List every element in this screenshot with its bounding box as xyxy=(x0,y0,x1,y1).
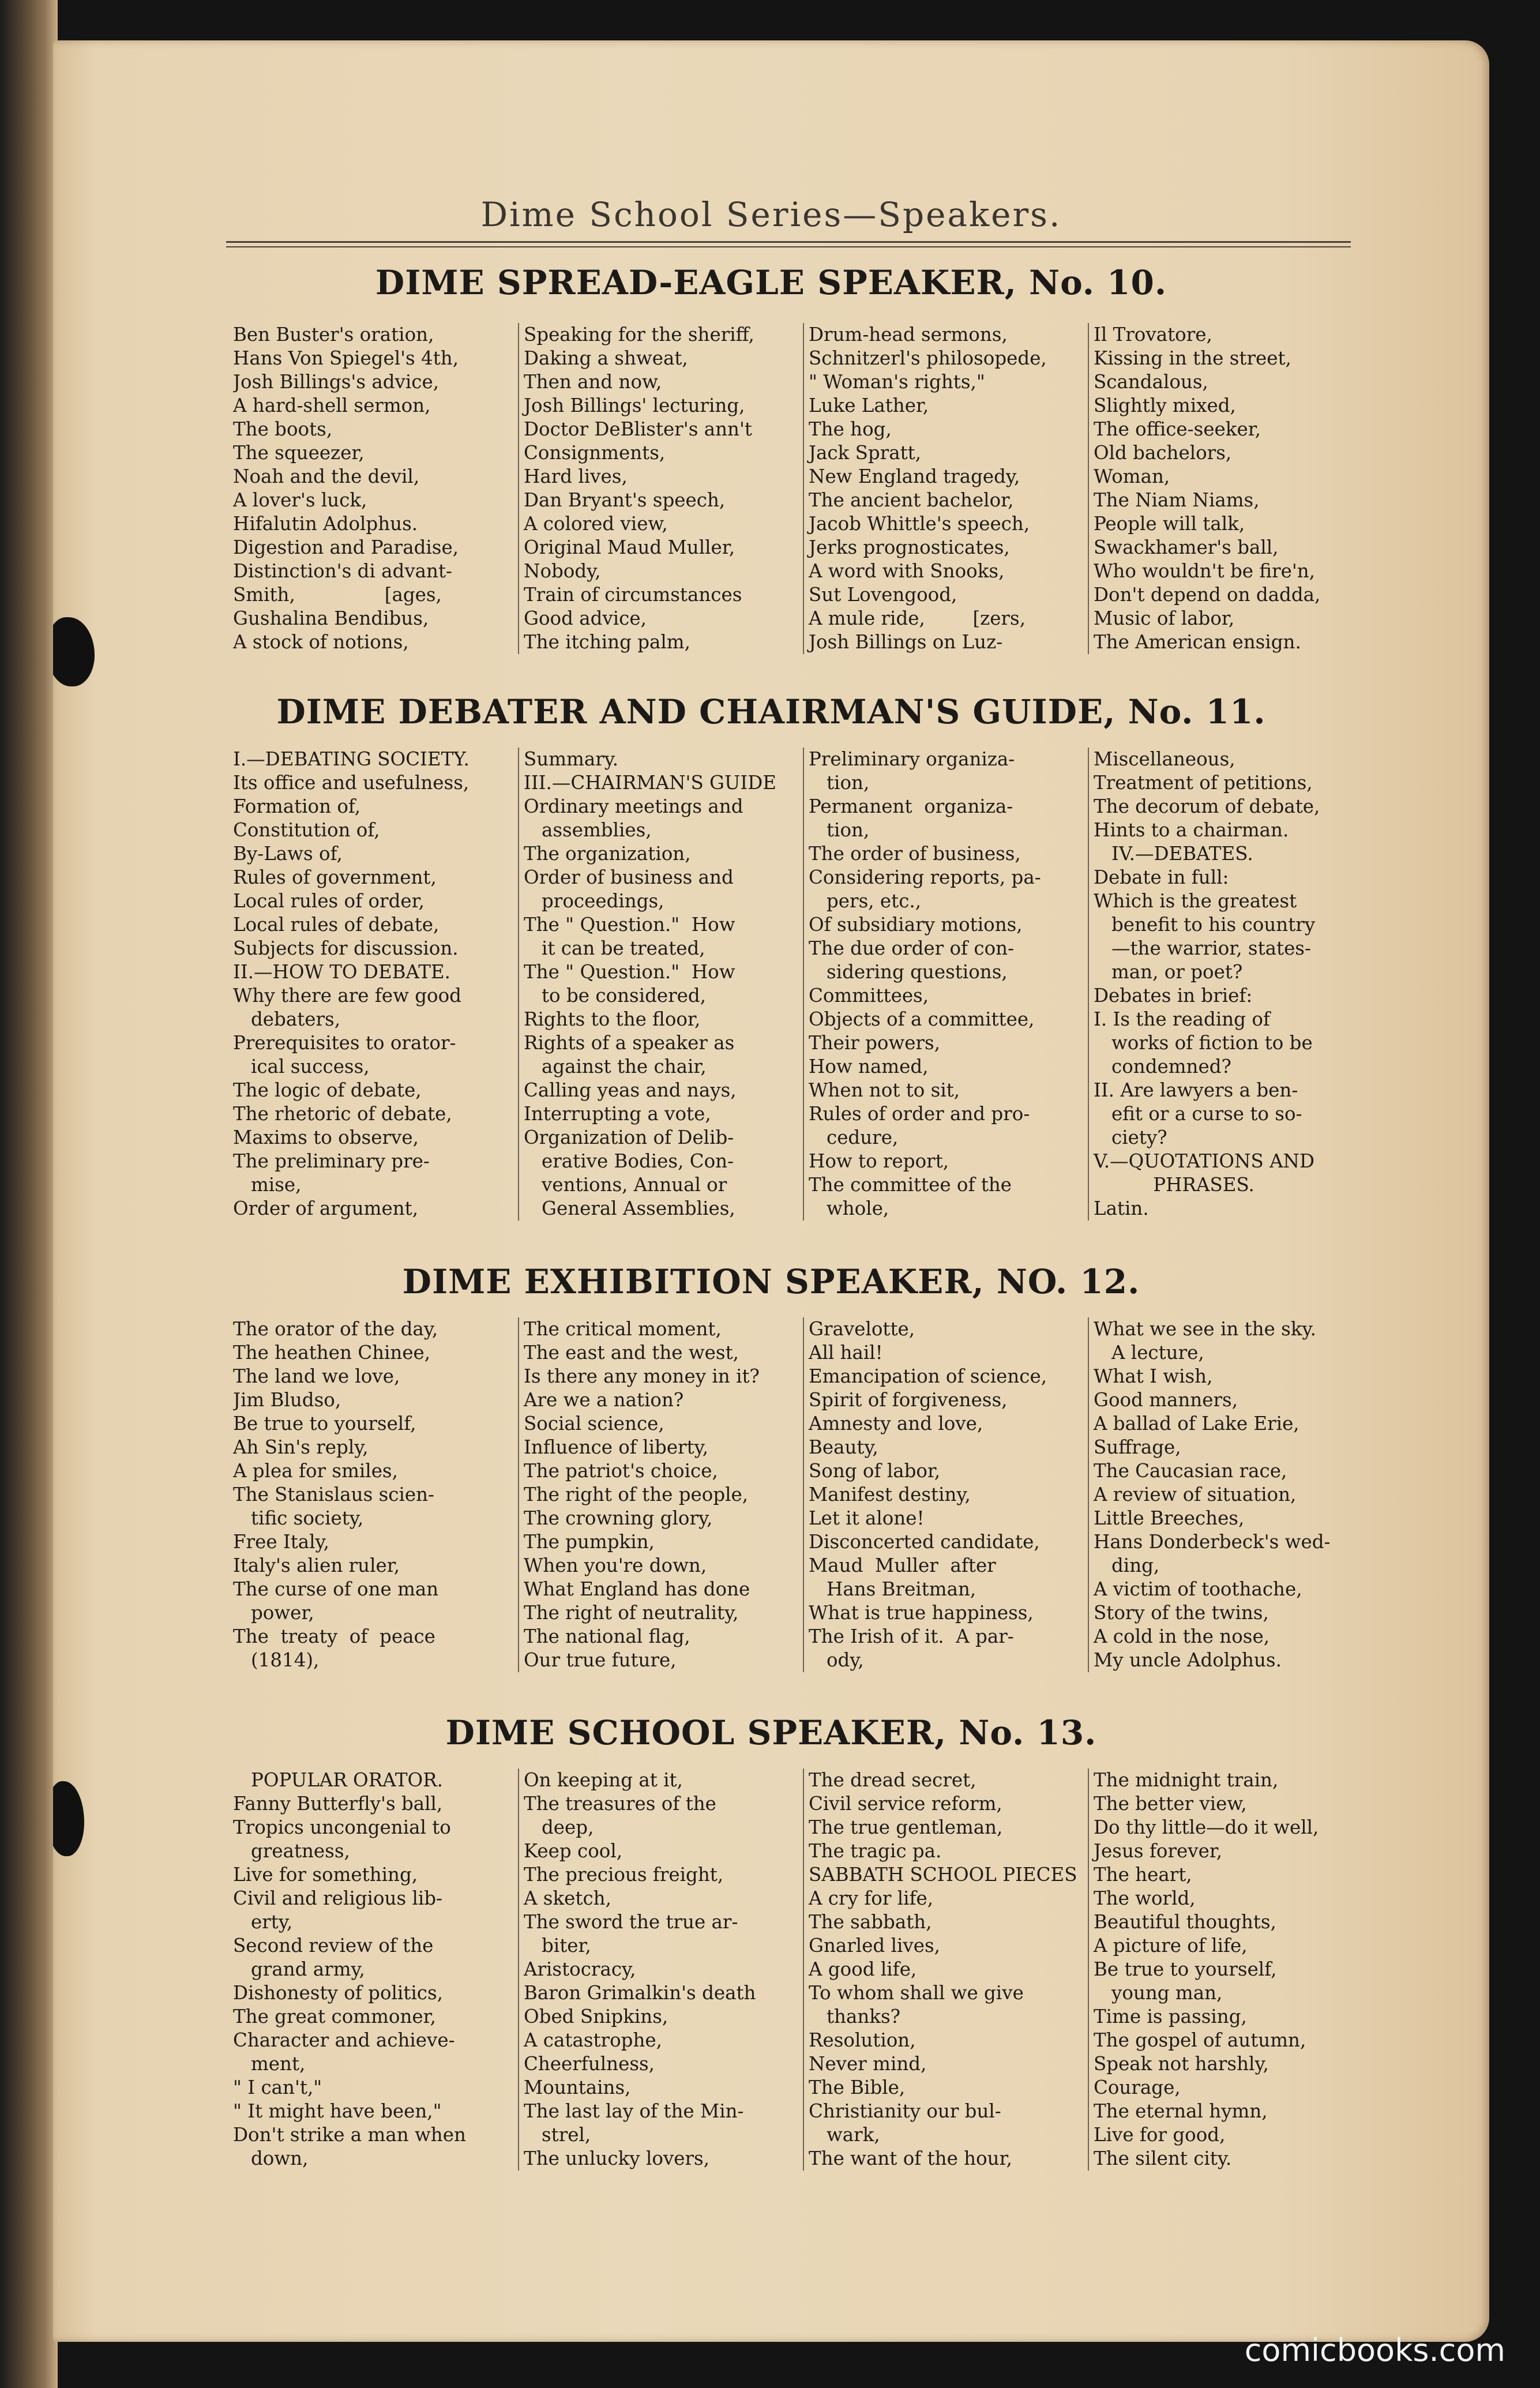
list-item: The eternal hymn, xyxy=(1094,2100,1268,2122)
list-item: Scandalous, xyxy=(1094,371,1208,393)
list-item: How to report, xyxy=(809,1150,949,1172)
list-item: A review of situation, xyxy=(1094,1484,1297,1505)
list-item: Disconcerted candidate, xyxy=(809,1531,1040,1553)
list-item: A stock of notions, xyxy=(233,631,409,653)
list-item: Obed Snipkins, xyxy=(524,2006,668,2027)
list-item: works of fiction to be xyxy=(1094,1032,1313,1054)
section-columns-no-12 xyxy=(233,1317,1366,1672)
list-item: When you're down, xyxy=(524,1555,707,1576)
column-2 xyxy=(518,748,803,1221)
list-item: Aristocracy, xyxy=(524,1958,636,1980)
list-item: Ah Sin's reply, xyxy=(233,1436,369,1458)
list-item: II.—HOW TO DEBATE. xyxy=(233,961,450,983)
list-item: SABBATH SCHOOL PIECES xyxy=(809,1864,1077,1886)
list-item: The tragic pa. xyxy=(809,1840,942,1862)
list-item: The curse of one man xyxy=(233,1578,439,1600)
list-item: Treatment of petitions, xyxy=(1094,772,1313,794)
list-item: Doctor DeBlister's ann't xyxy=(524,418,752,440)
list-item: Ben Buster's oration, xyxy=(233,324,434,346)
list-item: The precious freight, xyxy=(524,1864,724,1886)
list-item: The boots, xyxy=(233,418,333,440)
list-item: Which is the greatest xyxy=(1094,890,1297,912)
list-item: Rights of a speaker as xyxy=(524,1032,735,1054)
list-item: Fanny Butterfly's ball, xyxy=(233,1793,443,1815)
list-item: Preliminary organiza- xyxy=(809,748,1015,770)
list-item: A catastrophe, xyxy=(524,2029,662,2051)
list-item: V.—QUOTATIONS AND xyxy=(1094,1150,1315,1172)
list-item: Sut Lovengood, xyxy=(809,584,957,606)
list-item: A cry for life, xyxy=(809,1887,934,1909)
list-item: efit or a curse to so- xyxy=(1094,1103,1302,1125)
list-item: The squeezer, xyxy=(233,442,365,464)
list-item: All hail! xyxy=(809,1342,883,1364)
list-item: Considering reports, pa- xyxy=(809,866,1041,888)
list-item: Of subsidiary motions, xyxy=(809,914,1023,936)
list-item: A victim of toothache, xyxy=(1094,1578,1302,1600)
list-item: PHRASES. xyxy=(1094,1174,1254,1196)
list-item: Little Breeches, xyxy=(1094,1507,1245,1529)
book-spine xyxy=(0,0,58,2388)
list-item: Jacob Whittle's speech, xyxy=(809,513,1030,535)
list-item: biter, xyxy=(524,1935,591,1957)
list-item: Spirit of forgiveness, xyxy=(809,1389,1008,1411)
list-item: Luke Lather, xyxy=(809,395,929,416)
column-3 xyxy=(803,748,1088,1221)
list-item: Who wouldn't be fire'n, xyxy=(1094,560,1316,582)
list-item: Smith, [ages, xyxy=(233,584,442,606)
column-4 xyxy=(1088,323,1366,654)
list-item: A mule ride, [zers, xyxy=(809,607,1026,629)
list-item: People will talk, xyxy=(1094,513,1245,535)
list-item: Jim Bludso, xyxy=(233,1389,341,1411)
list-item: erative Bodies, Con- xyxy=(524,1150,734,1172)
list-item: Speak not harshly, xyxy=(1094,2053,1269,2075)
list-item: ment, xyxy=(233,2053,306,2075)
list-item: The Bible, xyxy=(809,2077,906,2098)
list-item: Organization of Delib- xyxy=(524,1127,734,1148)
list-item: III.—CHAIRMAN'S GUIDE xyxy=(524,772,777,794)
list-item: Manifest destiny, xyxy=(809,1484,971,1505)
section-columns-no-11 xyxy=(233,748,1366,1221)
list-item: The land we love, xyxy=(233,1365,400,1387)
list-item: Then and now, xyxy=(524,371,662,393)
list-item: Dishonesty of politics, xyxy=(233,1982,443,2004)
running-head: Dime School Series—Speakers. xyxy=(480,195,1062,234)
list-item: strel, xyxy=(524,2124,591,2146)
list-item: Prerequisites to orator- xyxy=(233,1032,456,1054)
column-1 xyxy=(233,1317,518,1672)
list-item: Good advice, xyxy=(524,607,647,629)
list-item: ciety? xyxy=(1094,1127,1167,1148)
list-item: The office-seeker, xyxy=(1094,418,1261,440)
list-item: Hifalutin Adolphus. xyxy=(233,513,418,535)
list-item: Latin. xyxy=(1094,1197,1149,1219)
section-columns-no-13 xyxy=(233,1769,1366,2171)
list-item: proceedings, xyxy=(524,890,664,912)
list-item: A picture of life, xyxy=(1094,1935,1248,1957)
list-item: down, xyxy=(233,2147,309,2169)
list-item: debaters, xyxy=(233,1008,341,1030)
list-item: The " Question." How xyxy=(524,914,735,936)
column-2 xyxy=(518,1769,803,2171)
list-item: Debates in brief: xyxy=(1094,985,1253,1007)
list-item: Song of labor, xyxy=(809,1460,941,1482)
list-item: General Assemblies, xyxy=(524,1197,735,1219)
list-item: The sword the true ar- xyxy=(524,1911,738,1933)
list-item: Keep cool, xyxy=(524,1840,623,1862)
list-item: mise, xyxy=(233,1174,302,1196)
list-item: sidering questions, xyxy=(809,961,1008,983)
section-title-no-12: DIME EXHIBITION SPEAKER, NO. 12. xyxy=(402,1262,1140,1301)
list-item: Josh Billings's advice, xyxy=(233,371,440,393)
list-item: My uncle Adolphus. xyxy=(1094,1649,1282,1671)
list-item: Hans Donderbeck's wed- xyxy=(1094,1531,1331,1553)
list-item: Train of circumstances xyxy=(524,584,742,606)
list-item: Maxims to observe, xyxy=(233,1127,419,1148)
list-item: Noah and the devil, xyxy=(233,465,420,487)
list-item: Are we a nation? xyxy=(524,1389,684,1411)
list-item: To whom shall we give xyxy=(809,1982,1024,2004)
list-item: Drum-head sermons, xyxy=(809,324,1008,346)
list-item: New England tragedy, xyxy=(809,465,1020,487)
list-item: Miscellaneous, xyxy=(1094,748,1235,770)
list-item: Josh Billings' lecturing, xyxy=(524,395,745,416)
column-1 xyxy=(233,323,518,654)
list-item: The rhetoric of debate, xyxy=(233,1103,452,1125)
list-item: Original Maud Muller, xyxy=(524,536,735,558)
list-item: Local rules of order, xyxy=(233,890,425,912)
list-item: Rules of government, xyxy=(233,866,437,888)
list-item: A hard-shell sermon, xyxy=(233,395,431,416)
list-item: The right of the people, xyxy=(524,1484,749,1505)
list-item: When not to sit, xyxy=(809,1079,960,1101)
list-item: it can be treated, xyxy=(524,937,705,959)
list-item: Time is passing, xyxy=(1094,2006,1247,2027)
list-item: Music of labor, xyxy=(1094,607,1235,629)
column-2 xyxy=(518,1317,803,1672)
list-item: Gravelotte, xyxy=(809,1318,915,1340)
list-item: tion, xyxy=(809,772,870,794)
list-item: Suffrage, xyxy=(1094,1436,1181,1458)
column-1 xyxy=(233,748,518,1221)
list-item: The preliminary pre- xyxy=(233,1150,430,1172)
list-item: Jesus forever, xyxy=(1094,1840,1223,1862)
list-item: The pumpkin, xyxy=(524,1531,655,1553)
list-item: The world, xyxy=(1094,1887,1196,1909)
list-item: power, xyxy=(233,1602,314,1624)
list-item: The ancient bachelor, xyxy=(809,489,1014,511)
site-watermark: comicbooks.com xyxy=(1244,2332,1505,2368)
list-item: The " Question." How xyxy=(524,961,735,983)
list-item: deep, xyxy=(524,1816,594,1838)
list-item: The American ensign. xyxy=(1094,631,1301,653)
header-rule xyxy=(226,241,1351,247)
list-item: Christianity our bul- xyxy=(809,2100,1001,2122)
list-item: " I can't," xyxy=(233,2077,322,2098)
list-item: A good life, xyxy=(809,1958,917,1980)
list-item: What we see in the sky. xyxy=(1094,1318,1316,1340)
list-item: The unlucky lovers, xyxy=(524,2147,710,2169)
list-item: The dread secret, xyxy=(809,1769,976,1791)
list-item: Hints to a chairman. xyxy=(1094,819,1289,841)
list-item: Order of argument, xyxy=(233,1197,419,1219)
list-item: The Niam Niams, xyxy=(1094,489,1260,511)
list-item: ding, xyxy=(1094,1555,1160,1576)
list-item: Don't depend on dadda, xyxy=(1094,584,1321,606)
list-item: A cold in the nose, xyxy=(1094,1625,1270,1647)
list-item: What England has done xyxy=(524,1578,750,1600)
list-item: The decorum of debate, xyxy=(1094,795,1320,817)
list-item: Hans Breitman, xyxy=(809,1578,976,1600)
list-item: The silent city. xyxy=(1094,2147,1232,2169)
list-item: I.—DEBATING SOCIETY. xyxy=(233,748,469,770)
list-item: A colored view, xyxy=(524,513,668,535)
list-item: The Irish of it. A par- xyxy=(809,1625,1014,1647)
list-item: Woman, xyxy=(1094,465,1170,487)
column-1 xyxy=(233,1769,518,2171)
list-item: Permanent organiza- xyxy=(809,795,1013,817)
column-2 xyxy=(518,323,803,654)
section-title-no-11: DIME DEBATER AND CHAIRMAN'S GUIDE, No. 11. xyxy=(276,692,1266,731)
list-item: tific society, xyxy=(233,1507,364,1529)
list-item: The east and the west, xyxy=(524,1342,739,1364)
list-item: The Stanislaus scien- xyxy=(233,1484,435,1505)
list-item: The great commoner, xyxy=(233,2006,436,2027)
list-item: Slightly mixed, xyxy=(1094,395,1236,416)
list-item: against the chair, xyxy=(524,1056,707,1077)
list-item: The heathen Chinee, xyxy=(233,1342,431,1364)
list-item: grand army, xyxy=(233,1958,365,1980)
list-item: Be true to yourself, xyxy=(1094,1958,1277,1980)
list-item: A ballad of Lake Erie, xyxy=(1094,1413,1299,1435)
list-item: Speaking for the sheriff, xyxy=(524,324,754,346)
list-item: assemblies, xyxy=(524,819,652,841)
list-item: By-Laws of, xyxy=(233,843,343,865)
list-item: Civil and religious lib- xyxy=(233,1887,443,1909)
list-item: whole, xyxy=(809,1197,889,1219)
list-item: The due order of con- xyxy=(809,937,1015,959)
list-item: The better view, xyxy=(1094,1793,1247,1815)
list-item: ody, xyxy=(809,1649,864,1671)
list-item: Its office and usefulness, xyxy=(233,772,469,794)
list-item: Beautiful thoughts, xyxy=(1094,1911,1276,1933)
list-item: Social science, xyxy=(524,1413,664,1435)
list-item: Free Italy, xyxy=(233,1531,329,1553)
list-item: The treaty of peace xyxy=(233,1625,435,1647)
section-columns-no-10 xyxy=(233,323,1366,654)
list-item: Order of business and xyxy=(524,866,734,888)
list-item: Hard lives, xyxy=(524,465,628,487)
list-item: cedure, xyxy=(809,1127,899,1148)
list-item: IV.—DEBATES. xyxy=(1094,843,1253,865)
list-item: Rights to the floor, xyxy=(524,1008,701,1030)
list-item: Don't strike a man when xyxy=(233,2124,466,2146)
list-item: The treasures of the xyxy=(524,1793,716,1815)
list-item: Summary. xyxy=(524,748,619,770)
list-item: The patriot's choice, xyxy=(524,1460,718,1482)
list-item: ventions, Annual or xyxy=(524,1174,727,1196)
list-item: The itching palm, xyxy=(524,631,690,653)
list-item: Be true to yourself, xyxy=(233,1413,416,1435)
list-item: Dan Bryant's speech, xyxy=(524,489,726,511)
list-item: Gushalina Bendibus, xyxy=(233,607,429,629)
list-item: Do thy little—do it well, xyxy=(1094,1816,1319,1838)
list-item: Why there are few good xyxy=(233,985,461,1007)
list-item: Subjects for discussion. xyxy=(233,937,459,959)
list-item: The right of neutrality, xyxy=(524,1602,739,1624)
list-item: Story of the twins, xyxy=(1094,1602,1269,1624)
list-item: Constitution of, xyxy=(233,819,380,841)
list-item: The true gentleman, xyxy=(809,1816,1003,1838)
binding-hole-upper xyxy=(53,617,95,686)
list-item: Character and achieve- xyxy=(233,2029,455,2051)
list-item: Hans Von Spiegel's 4th, xyxy=(233,347,459,369)
list-item: Their powers, xyxy=(809,1032,941,1054)
list-item: The orator of the day, xyxy=(233,1318,438,1340)
list-item: The order of business, xyxy=(809,843,1021,865)
list-item: Cheerfulness, xyxy=(524,2053,655,2075)
list-item: Live for good, xyxy=(1094,2124,1226,2146)
list-item: Second review of the xyxy=(233,1935,434,1957)
list-item: Maud Muller after xyxy=(809,1555,996,1576)
list-item: pers, etc., xyxy=(809,890,922,912)
list-item: Josh Billings on Luz- xyxy=(809,631,1003,653)
column-4 xyxy=(1088,1317,1366,1672)
list-item: The midnight train, xyxy=(1094,1769,1279,1791)
list-item: The critical moment, xyxy=(524,1318,722,1340)
list-item: Tropics uncongenial to xyxy=(233,1816,451,1838)
list-item: thanks? xyxy=(809,2006,901,2027)
list-item: Schnitzerl's philosopede, xyxy=(809,347,1047,369)
list-item: The gospel of autumn, xyxy=(1094,2029,1306,2051)
list-item: Old bachelors, xyxy=(1094,442,1232,464)
list-item: Mountains, xyxy=(524,2077,631,2098)
list-item: Distinction's di advant- xyxy=(233,560,453,582)
list-item: Let it alone! xyxy=(809,1507,925,1529)
list-item: Il Trovatore, xyxy=(1094,324,1212,346)
list-item: " It might have been," xyxy=(233,2100,442,2122)
list-item: The logic of debate, xyxy=(233,1079,422,1101)
list-item: POPULAR ORATOR. xyxy=(233,1769,443,1791)
list-item: Jerks prognosticates, xyxy=(809,536,1010,558)
list-item: I. Is the reading of xyxy=(1094,1008,1270,1030)
column-3 xyxy=(803,323,1088,654)
list-item: Objects of a committee, xyxy=(809,1008,1035,1030)
list-item: Resolution, xyxy=(809,2029,916,2051)
list-item: Kissing in the street, xyxy=(1094,347,1291,369)
list-item: Our true future, xyxy=(524,1649,677,1671)
list-item: The last lay of the Min- xyxy=(524,2100,744,2122)
list-item: man, or poet? xyxy=(1094,961,1243,983)
list-item: greatness, xyxy=(233,1840,350,1862)
list-item: Jack Spratt, xyxy=(809,442,922,464)
list-item: The Caucasian race, xyxy=(1094,1460,1287,1482)
list-item: A word with Snooks, xyxy=(809,560,1005,582)
list-item: Good manners, xyxy=(1094,1389,1238,1411)
binding-hole-lower xyxy=(53,1781,84,1856)
list-item: Calling yeas and nays, xyxy=(524,1079,737,1101)
list-item: tion, xyxy=(809,819,870,841)
list-item: ical success, xyxy=(233,1056,370,1077)
list-item: Interrupting a vote, xyxy=(524,1103,711,1125)
list-item: A lover's luck, xyxy=(233,489,367,511)
list-item: Live for something, xyxy=(233,1864,418,1886)
list-item: A sketch, xyxy=(524,1887,611,1909)
list-item: How named, xyxy=(809,1056,929,1077)
list-item: The committee of the xyxy=(809,1174,1012,1196)
list-item: erty, xyxy=(233,1911,293,1933)
list-item: Debate in full: xyxy=(1094,866,1229,888)
list-item: A lecture, xyxy=(1094,1342,1204,1364)
list-item: Emancipation of science, xyxy=(809,1365,1047,1387)
list-item: to be considered, xyxy=(524,985,707,1007)
list-item: Amnesty and love, xyxy=(809,1413,983,1435)
list-item: The crowning glory, xyxy=(524,1507,713,1529)
list-item: (1814), xyxy=(233,1649,320,1671)
list-item: condemned? xyxy=(1094,1056,1231,1077)
list-item: Daking a shweat, xyxy=(524,347,688,369)
list-item: The sabbath, xyxy=(809,1911,932,1933)
section-title-no-10: DIME SPREAD-EAGLE SPEAKER, No. 10. xyxy=(375,263,1167,302)
list-item: What I wish, xyxy=(1094,1365,1213,1387)
list-item: The national flag, xyxy=(524,1625,690,1647)
list-item: The hog, xyxy=(809,418,892,440)
list-item: Committees, xyxy=(809,985,929,1007)
list-item: II. Are lawyers a ben- xyxy=(1094,1079,1298,1101)
list-item: Courage, xyxy=(1094,2077,1181,2098)
list-item: The organization, xyxy=(524,843,691,865)
list-item: Formation of, xyxy=(233,795,361,817)
section-title-no-13: DIME SCHOOL SPEAKER, No. 13. xyxy=(445,1713,1097,1752)
list-item: Civil service reform, xyxy=(809,1793,1002,1815)
column-3 xyxy=(803,1769,1088,2171)
list-item: Beauty, xyxy=(809,1436,878,1458)
column-4 xyxy=(1088,748,1366,1221)
column-4 xyxy=(1088,1769,1366,2171)
list-item: Swackhamer's ball, xyxy=(1094,536,1279,558)
list-item: Nobody, xyxy=(524,560,601,582)
list-item: On keeping at it, xyxy=(524,1769,683,1791)
list-item: Gnarled lives, xyxy=(809,1935,940,1957)
list-item: Consignments, xyxy=(524,442,666,464)
list-item: The want of the hour, xyxy=(809,2147,1012,2169)
list-item: Never mind, xyxy=(809,2053,927,2075)
list-item: Is there any money in it? xyxy=(524,1365,760,1387)
list-item: Digestion and Paradise, xyxy=(233,536,459,558)
list-item: What is true happiness, xyxy=(809,1602,1034,1624)
list-item: " Woman's rights," xyxy=(809,371,985,393)
list-item: wark, xyxy=(809,2124,880,2146)
column-3 xyxy=(803,1317,1088,1672)
list-item: —the warrior, states- xyxy=(1094,937,1311,959)
book-page xyxy=(53,40,1489,2342)
list-item: The heart, xyxy=(1094,1864,1192,1886)
list-item: Influence of liberty, xyxy=(524,1436,709,1458)
list-item: A plea for smiles, xyxy=(233,1460,398,1482)
list-item: Ordinary meetings and xyxy=(524,795,743,817)
list-item: young man, xyxy=(1094,1982,1223,2004)
list-item: Baron Grimalkin's death xyxy=(524,1982,756,2004)
list-item: Local rules of debate, xyxy=(233,914,440,936)
list-item: Rules of order and pro- xyxy=(809,1103,1030,1125)
list-item: benefit to his country xyxy=(1094,914,1316,936)
list-item: Italy's alien ruler, xyxy=(233,1555,400,1576)
